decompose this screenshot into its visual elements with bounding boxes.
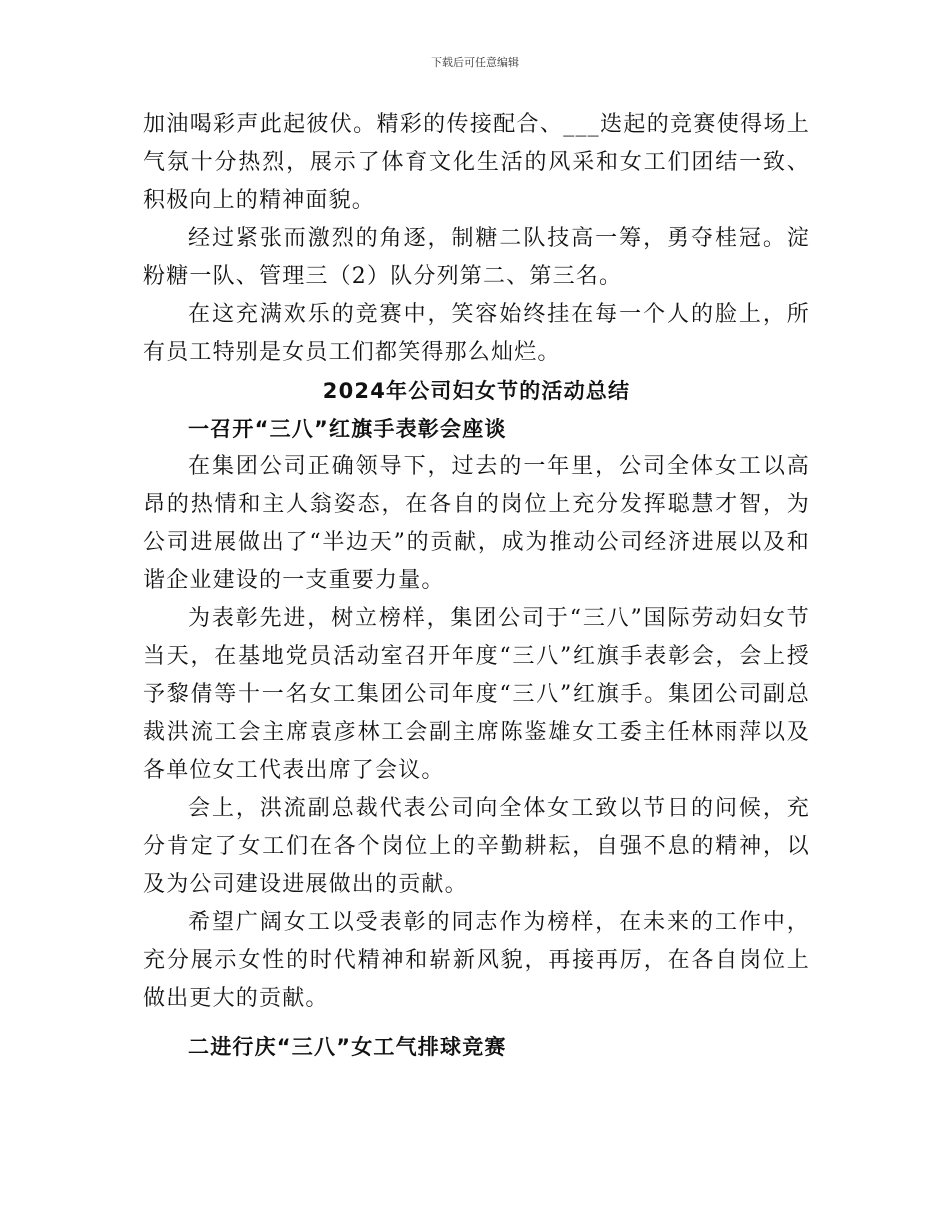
section-2-heading: 二进行庆“三八”女工气排球竞赛 [188,1035,507,1059]
page-header-note: 下载后可任意编辑 [431,56,519,69]
section-1-paragraph-3: 会上，洪流副总裁代表公司向全体女工致以节日的问候，充分肯定了女工们在各个岗位上的辛勤耕耘，自强不息的精神，以及为公司建设进展做出的贡献。 [143,796,810,897]
section-1-paragraph-4: 希望广阔女工以受表彰的同志作为榜样，在未来的工作中，充分展示女性的时代精神和崭新风貌，再接再厉，在各自岗位上做出更大的贡献。 [143,910,810,1011]
document-body [143,106,810,1066]
document-title: 2024年公司妇女节的活动总结 [322,379,631,403]
section-1-paragraph-2: 为表彰先进，树立榜样，集团公司于“三八”国际劳动妇女节当天，在基地党员活动室召开年度“三八”红旗手表彰会，会上授予黎倩等十一名女工集团公司年度“三八”红旗手。集团公司副总裁洪流工会主席袁彦林工会副主席陈鉴雄女工委主任林雨萍以及各单位女工代表出席了会议。 [143,606,810,783]
intro-paragraph-3: 在这充满欢乐的竞赛中，笑容始终挂在每一个人的脸上，所有员工特别是女员工们都笑得那么灿烂。 [143,302,810,365]
section-1-paragraph-1: 在集团公司正确领导下，过去的一年里，公司全体女工以高昂的热情和主人翁姿态，在各自的岗位上充分发挥聪慧才智，为公司进展做出了“半边天”的贡献，成为推动公司经济进展以及和谐企业建设的一支重要力量。 [143,454,810,593]
intro-paragraph-2: 经过紧张而激烈的角逐，制糖二队技高一筹，勇夺桂冠。淀粉糖一队、管理三（2）队分列第二、第三名。 [143,226,810,289]
intro-paragraph-1: 加油喝彩声此起彼伏。精彩的传接配合、___迭起的竞赛使得场上气氛十分热烈，展示了体育文化生活的风采和女工们团结一致、积极向上的精神面貌。 [143,112,810,213]
section-1-heading: 一召开“三八”红旗手表彰会座谈 [188,417,507,441]
